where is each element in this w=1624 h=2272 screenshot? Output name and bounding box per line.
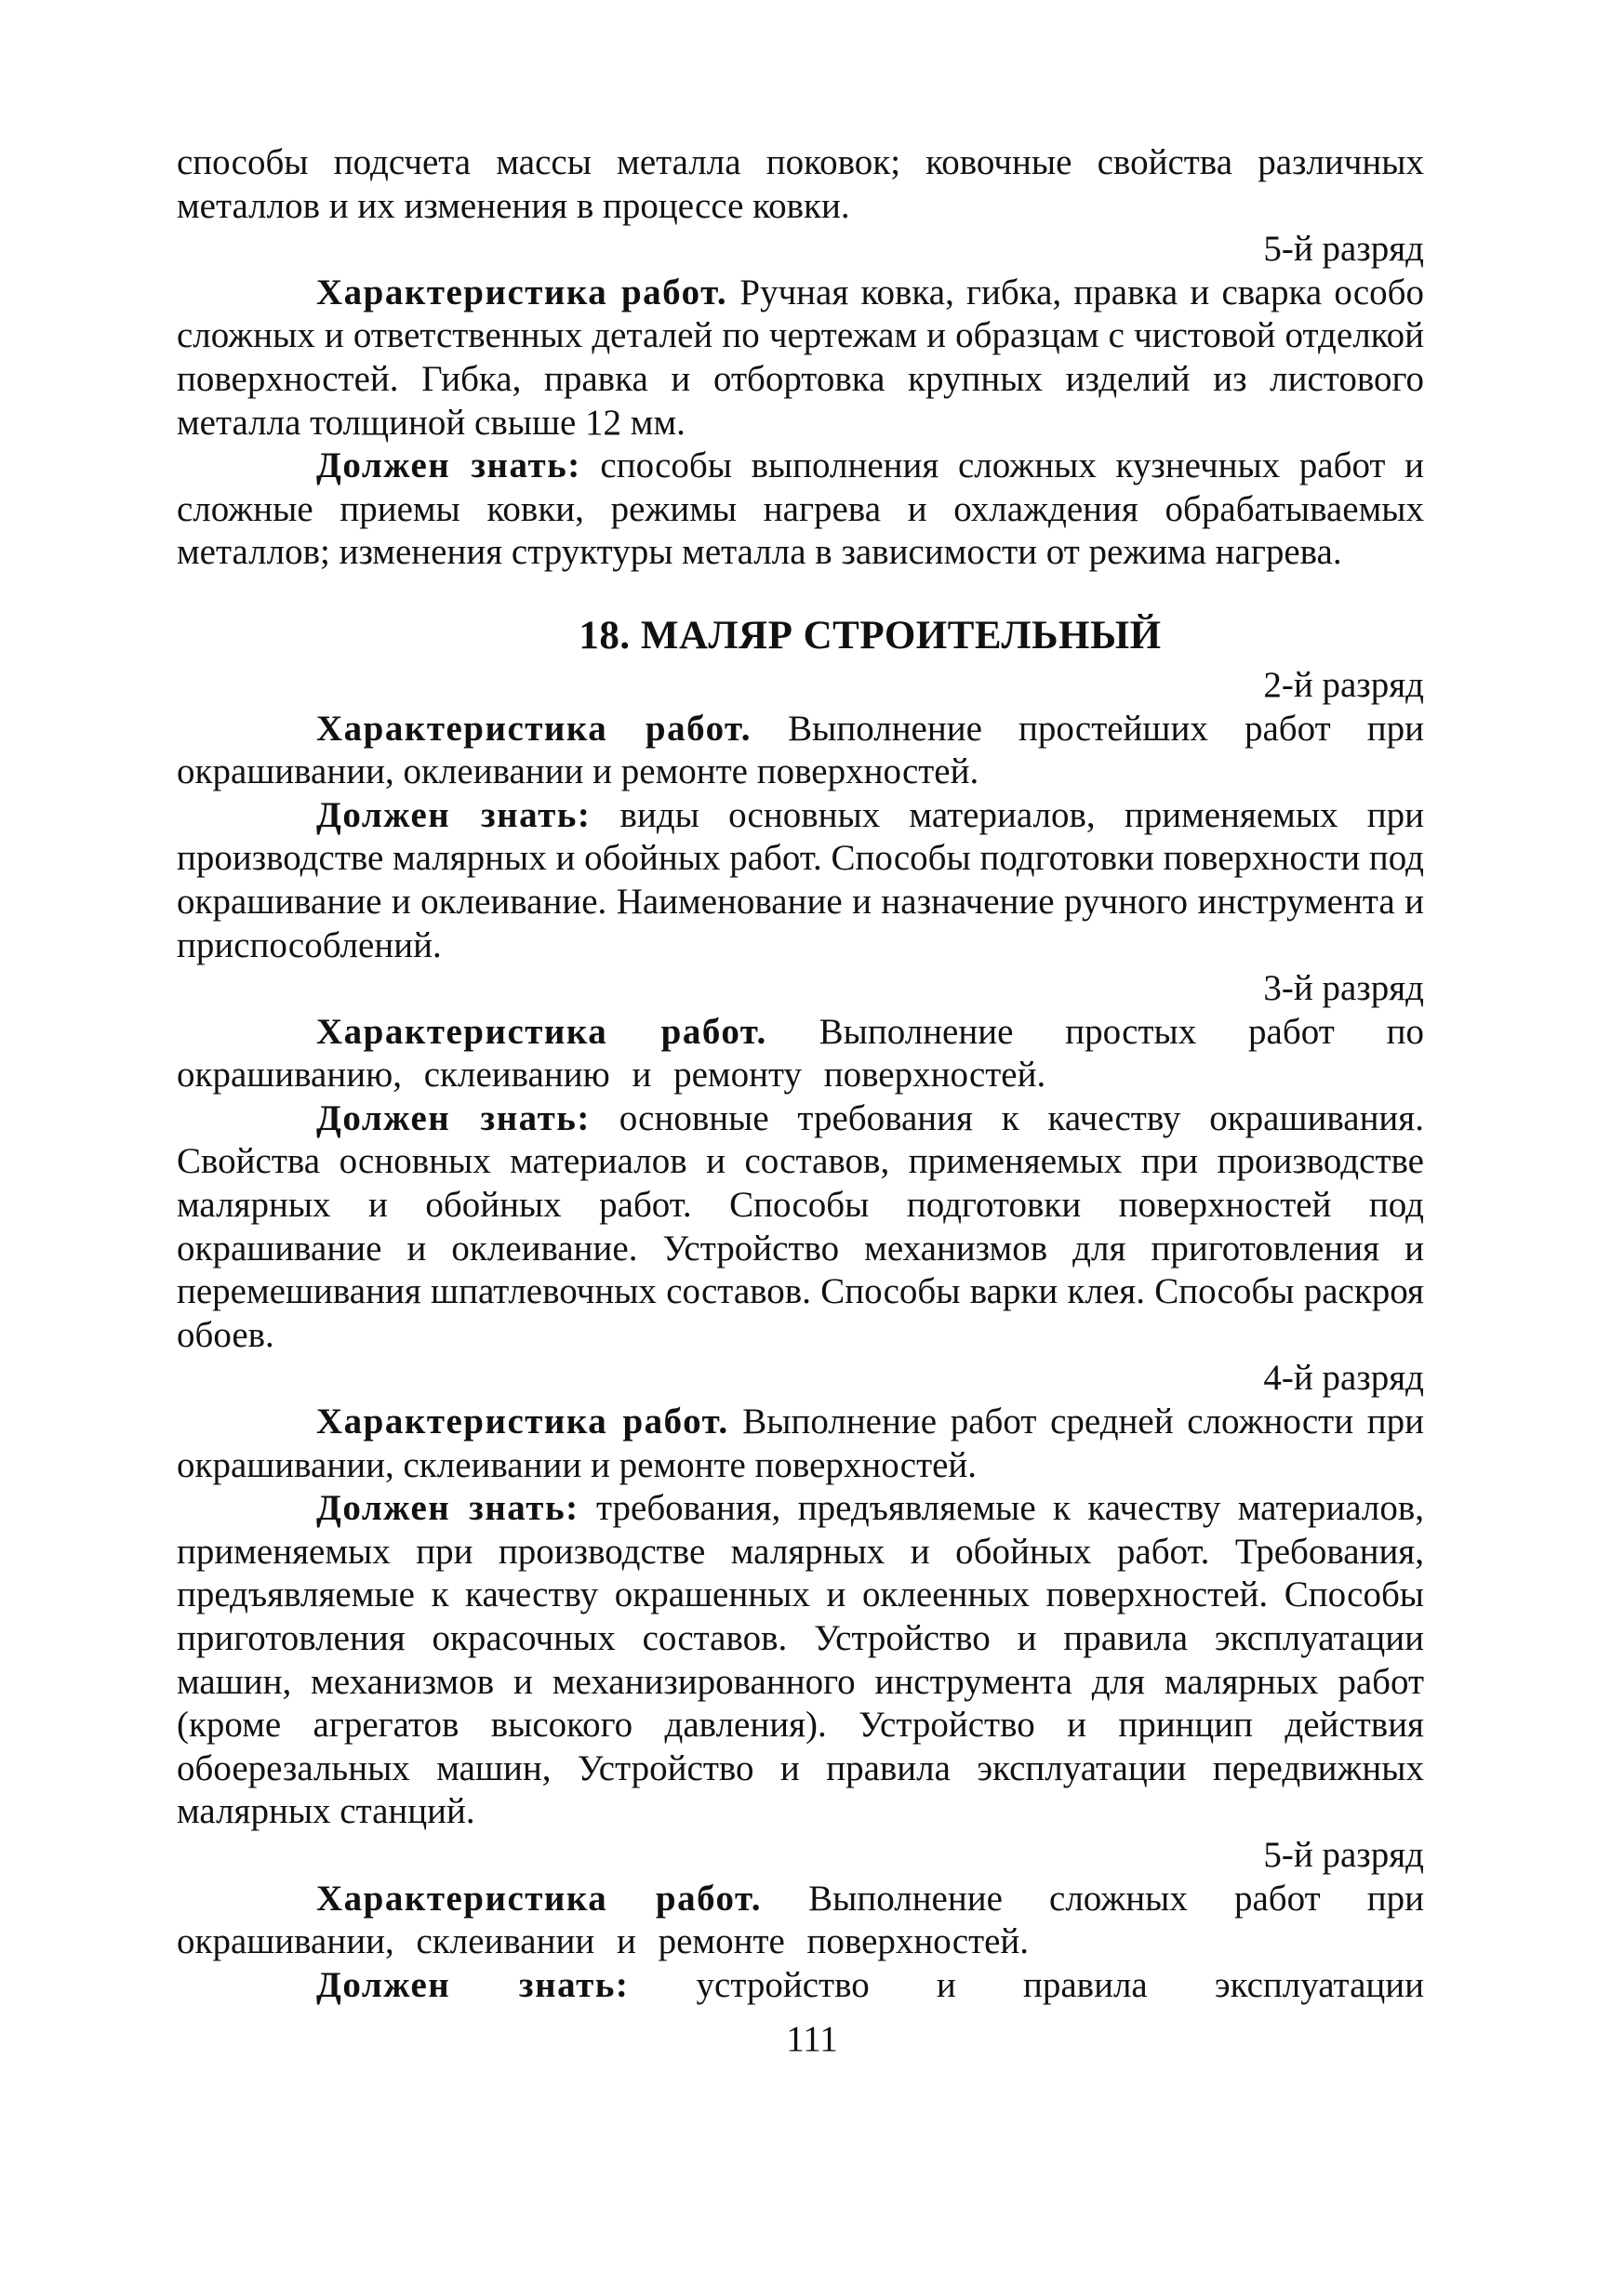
know-label: Должен знать:	[316, 1964, 630, 2005]
must-know-paragraph	[177, 1964, 1424, 2008]
work-text: Выполнение простейших работ при окрашивании, оклеивании и ремонте поверхностей.	[177, 708, 1424, 792]
must-know-paragraph	[177, 445, 1424, 575]
work-label: Характеристика работ.	[316, 1011, 767, 1052]
work-text: Выполнение сложных работ при окрашивании, склеивании и ремонте поверхностей.	[177, 1878, 1425, 1962]
work-characteristics-paragraph	[177, 272, 1424, 445]
know-label: Должен знать:	[316, 794, 592, 835]
page-number: 111	[786, 2019, 838, 2059]
grade-heading: 4-й разряд	[1263, 1358, 1424, 1399]
work-characteristics-paragraph	[177, 1878, 1424, 1964]
grade-4-block	[177, 1357, 1424, 1834]
grade-3-block	[177, 967, 1424, 1357]
know-text: требования, предъявляемые к качеству материалов, применяемых при производстве малярных и обойных работ. Требования, предъявляемые к качеству окрашенных и оклеенных поверхностей. Способы приготовления окрасочных составов. Устройство и правила эксплуатации машин, механизмов и механизированного инструмента для малярных работ (кроме агрегатов высокого давления). Устройство и принцип действия обоерезальных машин, Устройство и правила эксплуатации передвижных малярных станций.	[177, 1488, 1424, 1832]
know-text: способы выполнения сложных кузнечных работ и сложные приемы ковки, режимы нагрева и охлаждения обрабатываемых металлов; изменения структуры металла в зависимости от режима нагрева.	[177, 445, 1424, 573]
must-know-paragraph	[177, 794, 1424, 967]
section-title: 18. МАЛЯР СТРОИТЕЛЬНЫЙ	[579, 613, 1162, 658]
grade-heading: 5-й разряд	[1263, 1834, 1424, 1875]
work-text: Выполнение работ средней сложности при окрашивании, склеивании и ремонте поверхностей.	[177, 1402, 1424, 1485]
work-text: Выполнение простых работ по окрашиванию, склеиванию и ремонту поверхностей.	[177, 1011, 1424, 1096]
work-characteristics-paragraph	[177, 708, 1424, 794]
must-know-paragraph	[177, 1487, 1424, 1834]
grade-heading: 5-й разряд	[1263, 229, 1424, 270]
know-label: Должен знать:	[316, 1097, 591, 1138]
grade-2-block	[177, 664, 1424, 967]
work-label: Характеристика работ.	[316, 272, 728, 312]
work-label: Характеристика работ.	[316, 1878, 763, 1919]
grade-heading: 3-й разряд	[1263, 968, 1424, 1009]
know-text: устройство и правила эксплуатации	[696, 1964, 1424, 2005]
work-label: Характеристика работ.	[316, 1402, 729, 1442]
know-label: Должен знать:	[316, 1488, 579, 1529]
know-text: виды основных материалов, применяемых при производстве малярных и обойных работ. Способы подготовки поверхности под окрашивание и оклеивание. Наименование и назначение ручного инструмента и приспособлений.	[177, 794, 1424, 965]
intro-paragraph: способы подсчета массы металла поковок; ковочные свойства различных металлов и их изменения в процессе ковки.	[177, 142, 1424, 226]
blacksmith-grade-5-block	[177, 228, 1424, 575]
work-text: Ручная ковка, гибка, правка и сварка особо сложных и ответственных деталей по чертежам и образцам с чистовой отделкой поверхностей. Гибка, правка и отбортовка крупных изделий из листового металла толщиной свыше 12 мм.	[177, 272, 1425, 443]
work-characteristics-paragraph	[177, 1401, 1424, 1487]
grade-heading: 2-й разряд	[1263, 664, 1424, 705]
work-label: Характеристика работ.	[316, 708, 752, 749]
know-label: Должен знать:	[316, 445, 581, 486]
grade-5-block	[177, 1834, 1424, 2007]
work-characteristics-paragraph	[177, 1011, 1424, 1097]
know-text: основные требования к качеству окрашивания. Свойства основных материалов и составов, применяемых при производстве малярных и обойных работ. Способы подготовки поверхностей под окрашивание и оклеивание. Устройство механизмов для приготовления и перемешивания шпатлевочных составов. Способы варки клея. Способы раскроя обоев.	[177, 1097, 1424, 1355]
must-know-paragraph	[177, 1097, 1424, 1358]
